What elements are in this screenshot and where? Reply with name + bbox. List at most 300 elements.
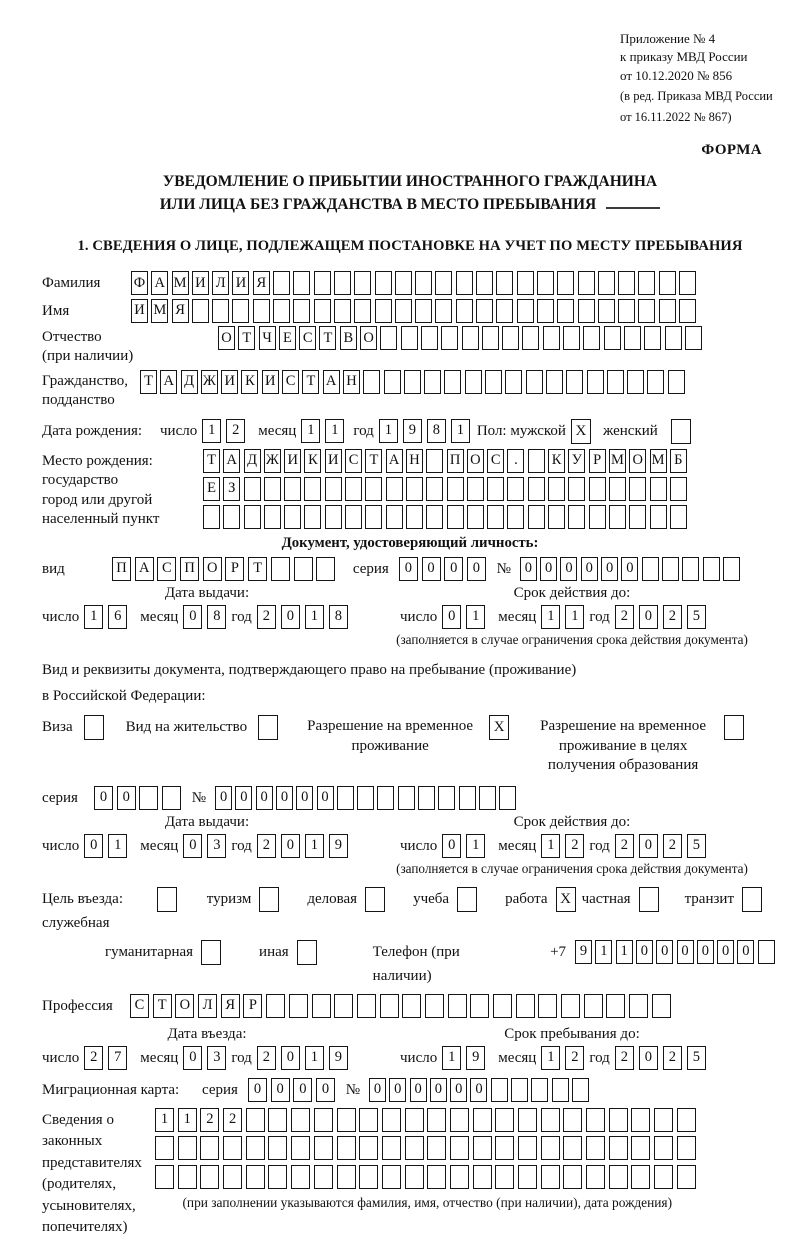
char-box[interactable]: 0 <box>467 557 486 581</box>
char-box[interactable] <box>304 477 321 501</box>
char-box[interactable] <box>264 477 281 501</box>
char-box[interactable]: 1 <box>466 834 485 858</box>
char-box[interactable]: 1 <box>595 940 612 964</box>
char-box[interactable] <box>659 271 676 295</box>
char-box[interactable] <box>459 786 476 810</box>
char-box[interactable] <box>178 1165 197 1189</box>
char-box[interactable] <box>223 1165 242 1189</box>
char-box[interactable]: 0 <box>717 940 734 964</box>
char-box[interactable] <box>517 299 534 323</box>
char-box[interactable]: 2 <box>663 1046 682 1070</box>
char-box[interactable]: 2 <box>663 605 682 629</box>
char-box[interactable]: 1 <box>565 605 584 629</box>
char-box[interactable] <box>253 299 270 323</box>
char-box[interactable] <box>541 1108 560 1132</box>
char-box[interactable] <box>405 1165 424 1189</box>
char-box[interactable] <box>268 1108 287 1132</box>
char-box[interactable]: 0 <box>316 1078 335 1102</box>
char-box[interactable]: 3 <box>207 1046 226 1070</box>
sex-male-checkbox[interactable]: X <box>571 419 591 444</box>
char-box[interactable]: И <box>325 449 342 473</box>
char-box[interactable]: 2 <box>257 1046 276 1070</box>
char-box[interactable] <box>273 271 290 295</box>
residence-issue-month-boxes[interactable] <box>183 834 231 858</box>
char-box[interactable]: 1 <box>305 605 324 629</box>
char-box[interactable] <box>246 1165 265 1189</box>
edu-permit-checkbox[interactable] <box>724 715 744 740</box>
char-box[interactable] <box>518 1108 537 1132</box>
name-boxes[interactable] <box>131 299 699 323</box>
entry-month-boxes[interactable] <box>183 1046 231 1070</box>
residence-number-boxes[interactable] <box>215 786 519 810</box>
char-box[interactable]: Я <box>172 299 189 323</box>
char-box[interactable] <box>268 1136 287 1160</box>
char-box[interactable] <box>526 370 543 394</box>
doc-series-boxes[interactable] <box>399 557 490 581</box>
residence-expiry-year-boxes[interactable] <box>615 834 711 858</box>
char-box[interactable] <box>543 326 560 350</box>
char-box[interactable] <box>435 271 452 295</box>
char-box[interactable]: Р <box>589 449 606 473</box>
char-box[interactable] <box>268 1165 287 1189</box>
char-box[interactable]: В <box>340 326 357 350</box>
char-box[interactable]: 1 <box>541 1046 560 1070</box>
char-box[interactable] <box>609 505 626 529</box>
char-box[interactable]: Л <box>212 271 229 295</box>
char-box[interactable]: 1 <box>451 419 470 443</box>
char-box[interactable]: 0 <box>450 1078 467 1102</box>
char-box[interactable]: 0 <box>470 1078 487 1102</box>
char-box[interactable] <box>232 299 249 323</box>
char-box[interactable] <box>264 505 281 529</box>
char-box[interactable]: И <box>284 449 301 473</box>
char-box[interactable]: 1 <box>616 940 633 964</box>
char-box[interactable]: Ж <box>201 370 218 394</box>
profession-boxes[interactable] <box>130 994 675 1018</box>
entry-year-boxes[interactable] <box>257 1046 353 1070</box>
char-box[interactable]: О <box>218 326 235 350</box>
char-box[interactable]: 5 <box>687 605 706 629</box>
char-box[interactable] <box>465 370 482 394</box>
char-box[interactable] <box>548 505 565 529</box>
char-box[interactable] <box>679 271 696 295</box>
char-box[interactable]: 0 <box>235 786 252 810</box>
char-box[interactable] <box>647 370 664 394</box>
char-box[interactable]: И <box>232 271 249 295</box>
char-box[interactable]: 5 <box>687 1046 706 1070</box>
char-box[interactable] <box>441 326 458 350</box>
char-box[interactable]: Т <box>153 994 172 1018</box>
char-box[interactable] <box>223 1136 242 1160</box>
char-box[interactable] <box>650 505 667 529</box>
char-box[interactable]: 2 <box>663 834 682 858</box>
char-box[interactable]: 9 <box>329 1046 348 1070</box>
char-box[interactable] <box>337 1136 356 1160</box>
char-box[interactable]: Т <box>365 449 382 473</box>
char-box[interactable]: О <box>629 449 646 473</box>
char-box[interactable]: С <box>487 449 504 473</box>
char-box[interactable]: 1 <box>379 419 398 443</box>
private-checkbox[interactable] <box>639 887 659 912</box>
char-box[interactable]: 0 <box>639 605 658 629</box>
stay-month-boxes[interactable] <box>541 1046 589 1070</box>
char-box[interactable]: О <box>360 326 377 350</box>
char-box[interactable] <box>380 994 399 1018</box>
char-box[interactable] <box>337 1165 356 1189</box>
char-box[interactable] <box>345 477 362 501</box>
char-box[interactable] <box>426 505 443 529</box>
residence-expiry-month-boxes[interactable] <box>541 834 589 858</box>
char-box[interactable]: Т <box>140 370 157 394</box>
char-box[interactable] <box>609 477 626 501</box>
char-box[interactable] <box>502 326 519 350</box>
char-box[interactable] <box>404 370 421 394</box>
char-box[interactable] <box>450 1165 469 1189</box>
char-box[interactable]: 1 <box>202 419 221 443</box>
char-box[interactable] <box>375 271 392 295</box>
char-box[interactable]: А <box>223 449 240 473</box>
char-box[interactable] <box>662 557 679 581</box>
char-box[interactable]: 2 <box>565 834 584 858</box>
char-box[interactable]: С <box>345 449 362 473</box>
char-box[interactable]: 0 <box>737 940 754 964</box>
char-box[interactable]: 0 <box>677 940 694 964</box>
char-box[interactable] <box>246 1136 265 1160</box>
work-checkbox[interactable]: X <box>556 887 576 912</box>
char-box[interactable] <box>557 299 574 323</box>
char-box[interactable] <box>450 1108 469 1132</box>
char-box[interactable] <box>473 1108 492 1132</box>
char-box[interactable]: 1 <box>442 1046 461 1070</box>
char-box[interactable]: Е <box>279 326 296 350</box>
char-box[interactable]: М <box>172 271 189 295</box>
char-box[interactable]: Я <box>221 994 240 1018</box>
char-box[interactable] <box>505 370 522 394</box>
char-box[interactable]: Н <box>406 449 423 473</box>
char-box[interactable] <box>294 557 313 581</box>
char-box[interactable]: А <box>386 449 403 473</box>
char-box[interactable] <box>568 505 585 529</box>
char-box[interactable] <box>528 449 545 473</box>
char-box[interactable] <box>382 1165 401 1189</box>
char-box[interactable] <box>670 477 687 501</box>
char-box[interactable] <box>401 326 418 350</box>
char-box[interactable]: 0 <box>281 1046 300 1070</box>
char-box[interactable]: 1 <box>466 605 485 629</box>
birthplace-row1-boxes[interactable] <box>203 449 690 473</box>
transit-checkbox[interactable] <box>742 887 762 912</box>
char-box[interactable] <box>561 994 580 1018</box>
char-box[interactable]: О <box>175 994 194 1018</box>
char-box[interactable] <box>604 326 621 350</box>
char-box[interactable] <box>644 326 661 350</box>
char-box[interactable]: 6 <box>108 605 127 629</box>
char-box[interactable]: 0 <box>399 557 418 581</box>
char-box[interactable] <box>507 477 524 501</box>
char-box[interactable] <box>425 994 444 1018</box>
char-box[interactable] <box>354 299 371 323</box>
char-box[interactable]: 0 <box>697 940 714 964</box>
char-box[interactable] <box>398 786 415 810</box>
char-box[interactable]: 0 <box>293 1078 312 1102</box>
char-box[interactable]: 0 <box>422 557 441 581</box>
char-box[interactable] <box>609 1136 628 1160</box>
char-box[interactable]: К <box>304 449 321 473</box>
residence-series-boxes[interactable] <box>94 786 185 810</box>
char-box[interactable]: 2 <box>200 1108 219 1132</box>
char-box[interactable]: М <box>609 449 626 473</box>
char-box[interactable]: А <box>135 557 154 581</box>
char-box[interactable] <box>631 1165 650 1189</box>
char-box[interactable] <box>548 477 565 501</box>
entry-day-boxes[interactable] <box>84 1046 132 1070</box>
char-box[interactable]: 2 <box>565 1046 584 1070</box>
char-box[interactable]: 0 <box>369 1078 386 1102</box>
char-box[interactable] <box>427 1165 446 1189</box>
char-box[interactable]: 9 <box>403 419 422 443</box>
char-box[interactable]: О <box>467 449 484 473</box>
char-box[interactable]: 1 <box>305 1046 324 1070</box>
char-box[interactable] <box>659 299 676 323</box>
char-box[interactable] <box>359 1108 378 1132</box>
char-box[interactable]: А <box>323 370 340 394</box>
residence-expiry-day-boxes[interactable] <box>442 834 490 858</box>
char-box[interactable]: Д <box>244 449 261 473</box>
char-box[interactable] <box>629 505 646 529</box>
char-box[interactable] <box>345 505 362 529</box>
sex-female-checkbox[interactable] <box>671 419 691 444</box>
char-box[interactable] <box>456 271 473 295</box>
char-box[interactable]: 0 <box>520 557 537 581</box>
char-box[interactable] <box>291 1108 310 1132</box>
char-box[interactable] <box>427 1108 446 1132</box>
char-box[interactable] <box>609 1165 628 1189</box>
char-box[interactable] <box>406 477 423 501</box>
char-box[interactable] <box>314 271 331 295</box>
char-box[interactable]: Б <box>670 449 687 473</box>
char-box[interactable]: 0 <box>389 1078 406 1102</box>
char-box[interactable] <box>487 477 504 501</box>
char-box[interactable] <box>563 326 580 350</box>
visa-checkbox[interactable] <box>84 715 104 740</box>
char-box[interactable]: И <box>221 370 238 394</box>
char-box[interactable]: 2 <box>615 1046 634 1070</box>
char-box[interactable] <box>316 557 335 581</box>
char-box[interactable] <box>462 326 479 350</box>
char-box[interactable]: К <box>241 370 258 394</box>
char-box[interactable] <box>528 505 545 529</box>
char-box[interactable]: У <box>568 449 585 473</box>
char-box[interactable] <box>450 1136 469 1160</box>
char-box[interactable] <box>654 1108 673 1132</box>
char-box[interactable] <box>496 299 513 323</box>
char-box[interactable]: 0 <box>601 557 618 581</box>
char-box[interactable] <box>528 477 545 501</box>
char-box[interactable] <box>293 299 310 323</box>
char-box[interactable]: 0 <box>215 786 232 810</box>
char-box[interactable]: И <box>192 271 209 295</box>
char-box[interactable] <box>293 271 310 295</box>
char-box[interactable] <box>289 994 308 1018</box>
stay-year-boxes[interactable] <box>615 1046 711 1070</box>
char-box[interactable] <box>685 326 702 350</box>
char-box[interactable]: 5 <box>687 834 706 858</box>
char-box[interactable] <box>354 271 371 295</box>
char-box[interactable] <box>482 326 499 350</box>
char-box[interactable] <box>155 1165 174 1189</box>
char-box[interactable] <box>537 271 554 295</box>
char-box[interactable]: 8 <box>329 605 348 629</box>
char-box[interactable] <box>552 1078 569 1102</box>
char-box[interactable] <box>522 326 539 350</box>
char-box[interactable] <box>598 271 615 295</box>
char-box[interactable] <box>572 1078 589 1102</box>
char-box[interactable]: С <box>157 557 176 581</box>
char-box[interactable]: 7 <box>108 1046 127 1070</box>
char-box[interactable] <box>495 1136 514 1160</box>
char-box[interactable] <box>405 1136 424 1160</box>
char-box[interactable] <box>304 505 321 529</box>
doc-issue-month-boxes[interactable] <box>183 605 231 629</box>
char-box[interactable] <box>314 1108 333 1132</box>
char-box[interactable] <box>467 505 484 529</box>
doc-expiry-month-boxes[interactable] <box>541 605 589 629</box>
char-box[interactable] <box>629 994 648 1018</box>
migration-number-boxes[interactable] <box>369 1078 592 1102</box>
char-box[interactable] <box>586 1136 605 1160</box>
char-box[interactable]: 0 <box>410 1078 427 1102</box>
char-box[interactable]: 0 <box>281 605 300 629</box>
char-box[interactable]: Л <box>198 994 217 1018</box>
char-box[interactable]: 1 <box>108 834 127 858</box>
char-box[interactable] <box>359 1165 378 1189</box>
char-box[interactable] <box>627 370 644 394</box>
char-box[interactable]: 0 <box>444 557 463 581</box>
char-box[interactable] <box>491 1078 508 1102</box>
char-box[interactable]: 0 <box>581 557 598 581</box>
char-box[interactable] <box>541 1165 560 1189</box>
char-box[interactable] <box>380 326 397 350</box>
char-box[interactable]: М <box>151 299 168 323</box>
char-box[interactable]: 8 <box>207 605 226 629</box>
char-box[interactable]: 0 <box>84 834 103 858</box>
char-box[interactable] <box>386 477 403 501</box>
doc-type-boxes[interactable] <box>112 557 339 581</box>
char-box[interactable] <box>487 505 504 529</box>
char-box[interactable] <box>507 505 524 529</box>
char-box[interactable] <box>606 994 625 1018</box>
char-box[interactable] <box>703 557 720 581</box>
stay-day-boxes[interactable] <box>442 1046 490 1070</box>
char-box[interactable] <box>384 370 401 394</box>
residence-issue-year-boxes[interactable] <box>257 834 353 858</box>
char-box[interactable]: 0 <box>442 834 461 858</box>
char-box[interactable] <box>424 370 441 394</box>
char-box[interactable]: А <box>151 271 168 295</box>
char-box[interactable] <box>467 477 484 501</box>
char-box[interactable]: 1 <box>305 834 324 858</box>
char-box[interactable] <box>357 786 374 810</box>
char-box[interactable] <box>365 477 382 501</box>
char-box[interactable]: 0 <box>281 834 300 858</box>
char-box[interactable] <box>192 299 209 323</box>
char-box[interactable] <box>668 370 685 394</box>
char-box[interactable] <box>271 557 290 581</box>
char-box[interactable] <box>473 1136 492 1160</box>
char-box[interactable] <box>426 449 443 473</box>
migration-series-boxes[interactable] <box>248 1078 339 1102</box>
char-box[interactable] <box>496 271 513 295</box>
char-box[interactable]: 0 <box>94 786 113 810</box>
char-box[interactable] <box>479 786 496 810</box>
char-box[interactable] <box>447 505 464 529</box>
char-box[interactable] <box>415 271 432 295</box>
char-box[interactable]: С <box>282 370 299 394</box>
representatives-row1-boxes[interactable] <box>155 1108 700 1132</box>
char-box[interactable]: Ж <box>264 449 281 473</box>
char-box[interactable] <box>563 1165 582 1189</box>
char-box[interactable]: Е <box>203 477 220 501</box>
char-box[interactable] <box>337 1108 356 1132</box>
char-box[interactable] <box>631 1108 650 1132</box>
char-box[interactable]: 1 <box>155 1108 174 1132</box>
char-box[interactable]: 9 <box>575 940 592 964</box>
char-box[interactable]: 0 <box>560 557 577 581</box>
citizenship-boxes[interactable] <box>140 370 688 394</box>
char-box[interactable]: 0 <box>271 1078 290 1102</box>
business-checkbox[interactable] <box>365 887 385 912</box>
char-box[interactable]: 9 <box>329 834 348 858</box>
char-box[interactable] <box>448 994 467 1018</box>
char-box[interactable]: 0 <box>540 557 557 581</box>
char-box[interactable]: А <box>160 370 177 394</box>
char-box[interactable]: 0 <box>656 940 673 964</box>
char-box[interactable] <box>495 1165 514 1189</box>
tourism-checkbox[interactable] <box>259 887 279 912</box>
char-box[interactable]: Т <box>248 557 267 581</box>
char-box[interactable]: Т <box>238 326 255 350</box>
char-box[interactable] <box>244 505 261 529</box>
study-checkbox[interactable] <box>457 887 477 912</box>
surname-boxes[interactable] <box>131 271 699 295</box>
birthplace-row3-boxes[interactable] <box>203 505 690 529</box>
char-box[interactable] <box>178 1136 197 1160</box>
char-box[interactable] <box>382 1108 401 1132</box>
char-box[interactable] <box>650 477 667 501</box>
char-box[interactable] <box>337 786 354 810</box>
char-box[interactable] <box>537 299 554 323</box>
char-box[interactable] <box>665 326 682 350</box>
char-box[interactable] <box>470 994 489 1018</box>
char-box[interactable]: О <box>203 557 222 581</box>
char-box[interactable] <box>273 299 290 323</box>
char-box[interactable] <box>223 505 240 529</box>
birth-month-boxes[interactable] <box>301 419 349 443</box>
char-box[interactable] <box>624 326 641 350</box>
char-box[interactable] <box>607 370 624 394</box>
char-box[interactable] <box>511 1078 528 1102</box>
birth-day-boxes[interactable] <box>202 419 250 443</box>
residence-issue-day-boxes[interactable] <box>84 834 132 858</box>
char-box[interactable]: 0 <box>317 786 334 810</box>
char-box[interactable] <box>244 477 261 501</box>
char-box[interactable] <box>415 299 432 323</box>
char-box[interactable] <box>377 786 394 810</box>
char-box[interactable] <box>325 477 342 501</box>
char-box[interactable]: 0 <box>183 834 202 858</box>
char-box[interactable]: . <box>507 449 524 473</box>
patronymic-boxes[interactable] <box>218 326 705 350</box>
